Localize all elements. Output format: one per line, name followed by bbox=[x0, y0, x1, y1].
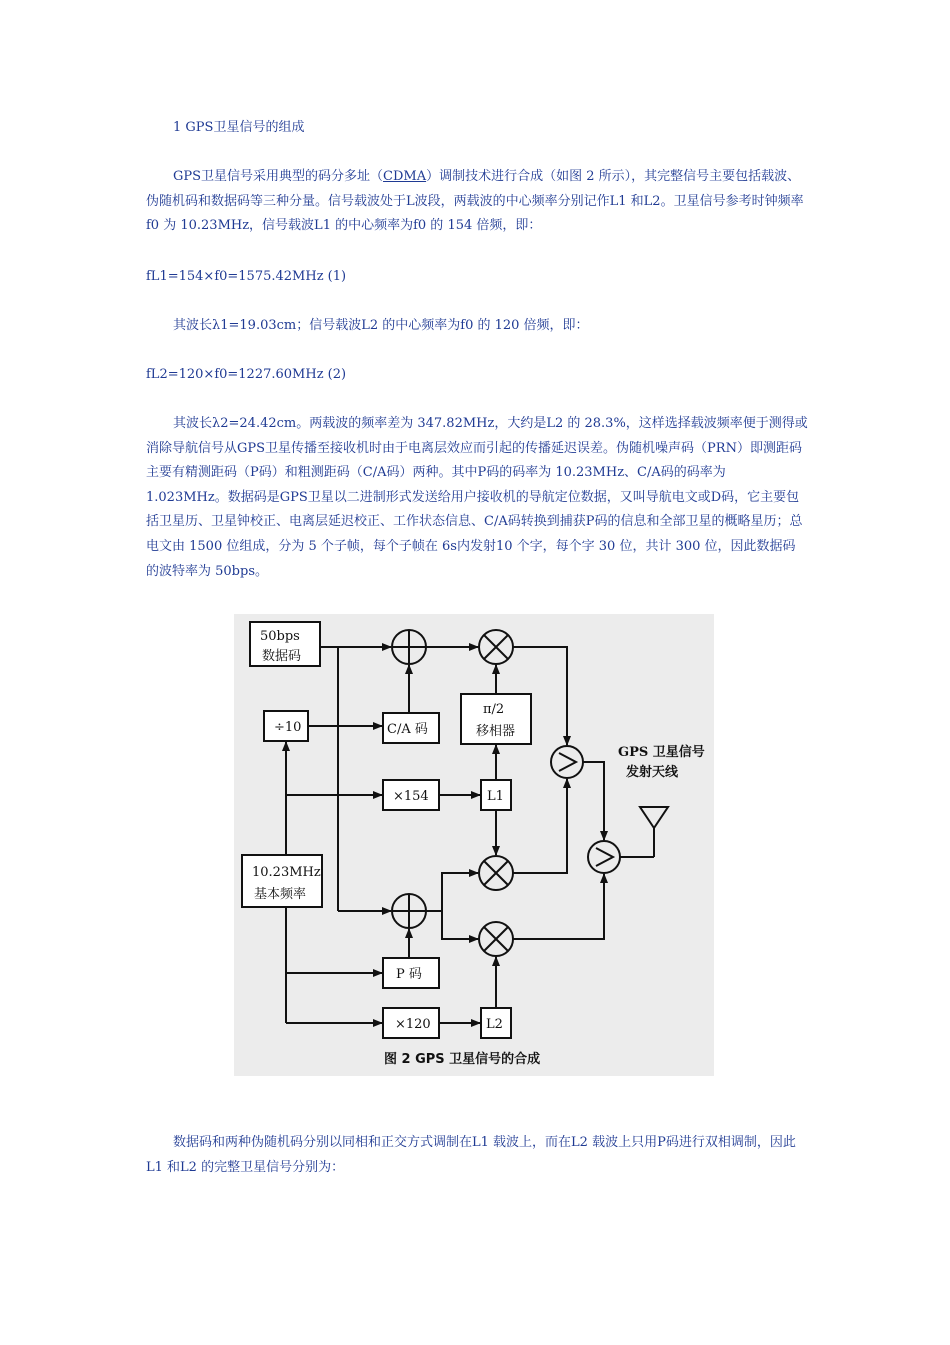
mixer-3-icon bbox=[479, 922, 513, 956]
x154-label: ×154 bbox=[393, 789, 429, 804]
phase-shift-top-label: π/2 bbox=[483, 702, 505, 717]
divider-label: ÷10 bbox=[274, 720, 302, 735]
l2-label: L2 bbox=[486, 1017, 503, 1032]
formula-l1: fL1=154×f0=1575.42MHz (1) bbox=[146, 269, 347, 284]
mixer-2-icon bbox=[479, 856, 513, 890]
adder-bottom-icon bbox=[392, 894, 426, 928]
gps-signal-diagram bbox=[234, 614, 714, 1076]
mixer-1-icon bbox=[479, 630, 513, 664]
antenna-icon bbox=[640, 807, 668, 857]
data-code-rate-label: 50bps bbox=[260, 629, 300, 644]
summer-1-icon bbox=[551, 746, 583, 778]
ca-code-label: C/A 码 bbox=[387, 722, 428, 737]
adder-top-icon bbox=[392, 630, 426, 664]
summer-2-icon bbox=[588, 841, 620, 873]
l1-label: L1 bbox=[487, 789, 504, 804]
cdma-link[interactable]: CDMA bbox=[383, 169, 427, 184]
paragraph-intro: GPS卫星信号采用典型的码分多址（CDMA）调制技术进行合成（如图 2 所示），其完整信号主要包括载波、伪随机码和数据码等三种分量。信号载波处于L波段，两载波的中心频率分别记作L1 和L2。卫星信号参考时钟频率f0 为 10.23MHz，信号载波L1 的中心频率为f0 的 154 倍频，即： bbox=[146, 169, 804, 234]
figure-caption: 图 2 GPS 卫星信号的合成 bbox=[384, 1052, 541, 1067]
data-code-label: 数据码 bbox=[262, 649, 302, 664]
base-freq-top-label: 10.23MHz bbox=[252, 865, 321, 880]
section-title: 1 GPS卫星信号的组成 bbox=[173, 120, 305, 135]
antenna-bottom-label: 发射天线 bbox=[626, 765, 679, 780]
phase-shift-bottom-label: 移相器 bbox=[476, 724, 516, 739]
paragraph-codes: 其波长λ2=24.42cm。两载波的频率差为 347.82MHz，大约是L2 的 28.3%，这样选择载波频率便于测得或消除导航信号从GPS卫星传播至接收机时由于电离层效应而引起的传播延迟误差。伪随机噪声码（PRN）即测距码主要有精测距码（P码）和粗测距码（C/A码）两种。其中P码的码率为 10.23MHz、C/A码的码率为 1.023MHz。数据码是GPS卫星以二进制形式发送给用户接收机的导航定位数据，又叫导航电文或D码，它主要包括卫星历、卫星钟校正、电离层延迟校正、工作状态信息、C/A码转换到捕获P码的信息和全部卫星的概略星历；总电文由 1500 位组成，分为 5 个子帧，每个子帧在 6s内发射10 个字，每个字 30 位，共计 300 位，因此数据码的波特率为 50bps。 bbox=[146, 416, 808, 579]
formula-l2: fL2=120×f0=1227.60MHz (2) bbox=[146, 367, 347, 382]
paragraph-modulation: 数据码和两种伪随机码分别以同相和正交方式调制在L1 载波上，而在L2 载波上只用P码进行双相调制，因此L1 和L2 的完整卫星信号分别为： bbox=[146, 1135, 796, 1175]
antenna-top-label: GPS 卫星信号 bbox=[618, 745, 705, 760]
p-code-label: P 码 bbox=[396, 967, 422, 982]
base-freq-bottom-label: 基本频率 bbox=[254, 887, 307, 902]
paragraph-wavelength-l1: 其波长λ1=19.03cm；信号载波L2 的中心频率为f0 的 120 倍频，即： bbox=[173, 318, 589, 333]
x120-label: ×120 bbox=[395, 1017, 431, 1032]
